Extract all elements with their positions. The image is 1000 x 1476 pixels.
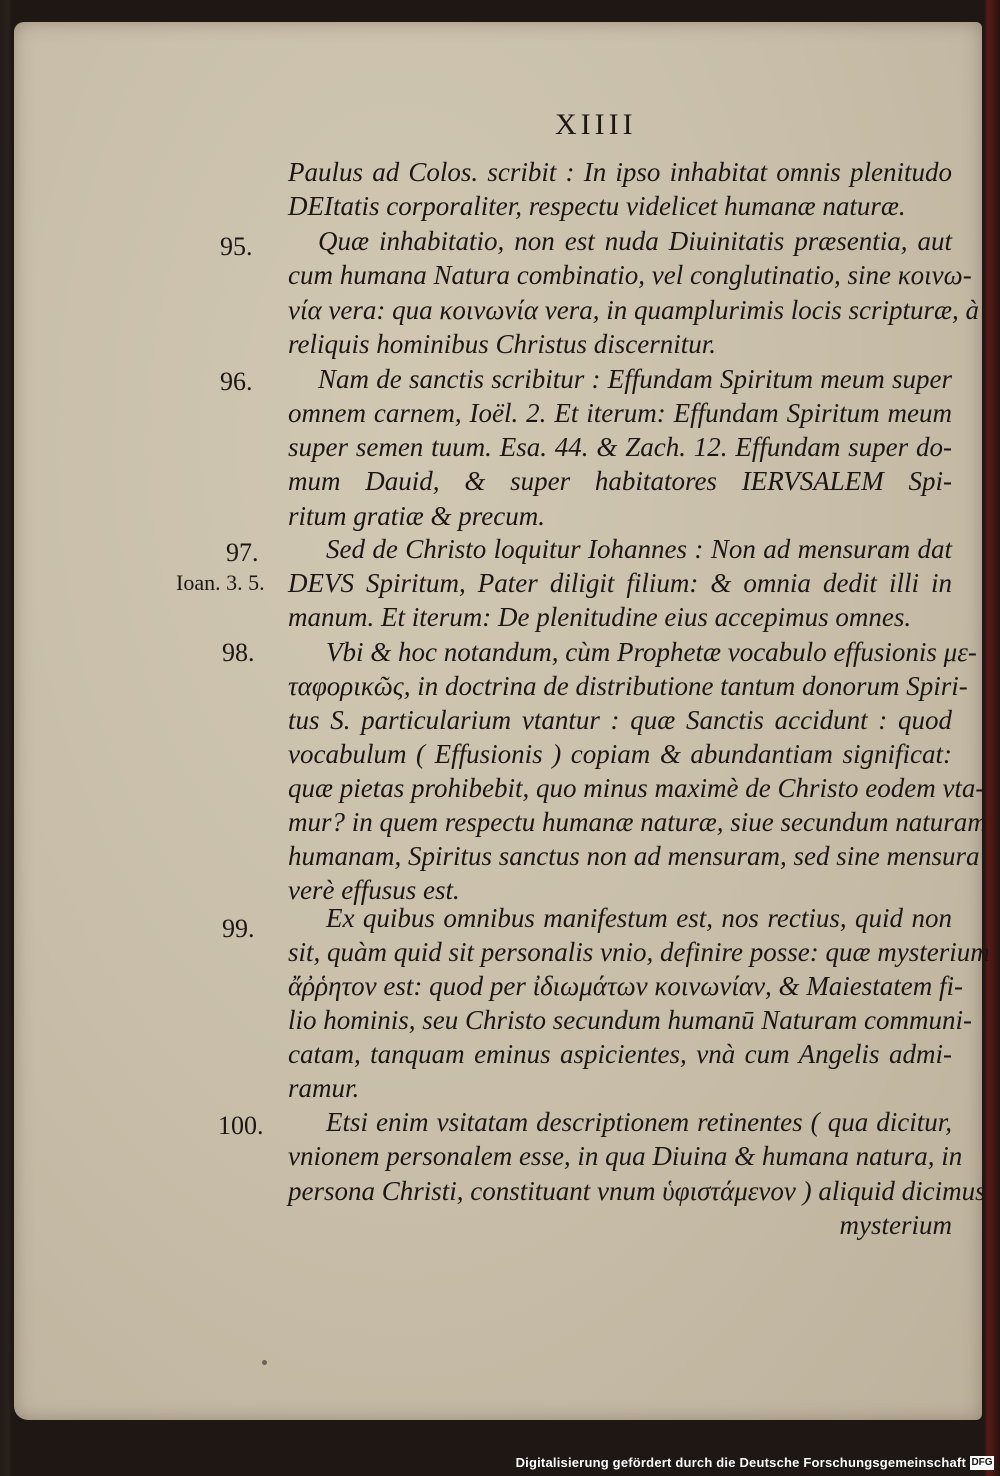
- ink-speck: [262, 1360, 267, 1365]
- paragraph-number: 98.: [222, 638, 255, 667]
- text-line: Etsi enim vsitatam descriptionem retinentes ( qua dicitur,: [326, 1107, 952, 1137]
- text-line: νία vera: qua κοινωνία vera, in quamplurimis locis scripturæ, à: [288, 295, 980, 325]
- text-line: catam, tanquam eminus aspicientes, vnà cum Angelis admi-: [288, 1039, 952, 1069]
- text-line: humanam, Spiritus sanctus non ad mensuram, sed sine mensura: [288, 841, 980, 871]
- text-line: ἄῤῥητον est: quod per ἰδιωμάτων κοινωνίαν, & Maiestatem fi-: [288, 971, 964, 1001]
- margin-note: Ioan. 3. 5.: [176, 570, 265, 595]
- text-line: vocabulum ( Effusionis ) copiam & abundantiam significat:: [288, 739, 952, 769]
- text-line: tus S. particularium vtantur : quæ Sanctis accidunt : quod: [288, 705, 952, 735]
- text-line: vnionem personalem esse, in qua Diuina & humana natura, in: [288, 1141, 963, 1171]
- text-line: manum. Et iterum: De plenitudine eius accepimus omnes.: [288, 602, 912, 632]
- text-line: ritum gratiæ & precum.: [288, 501, 546, 531]
- text-line: cum humana Natura combinatio, vel conglutinatio, sine κοινω-: [288, 260, 972, 290]
- text-line: Ex quibus omnibus manifestum est, nos rectius, quid non: [326, 903, 952, 933]
- text-line: Paulus ad Colos. scribit : In ipso inhabitat omnis plenitudo: [288, 157, 952, 187]
- dfg-logo: DFG: [971, 1457, 993, 1468]
- text-line: quæ pietas prohibebit, quo minus maximè de Christo eodem vta-: [288, 773, 985, 803]
- text-line: ταφορικῶς, in doctrina de distributione tantum donorum Spiri-: [288, 671, 968, 701]
- text-line: Vbi & hoc notandum, cùm Prophetæ vocabulo effusionis με-: [326, 637, 977, 667]
- text-line: Quæ inhabitatio, non est nuda Diuinitatis præsentia, aut: [318, 226, 952, 256]
- digitization-credit: Digitalisierung gefördert durch die Deutsche Forschungsgemeinschaft: [515, 1455, 966, 1470]
- text-line: mum Dauid, & super habitatores IERVSALEM Spi-: [288, 466, 952, 496]
- paragraph-number: 96.: [220, 367, 253, 396]
- text-line: DEItatis corporaliter, respectu videlicet humanæ naturæ.: [288, 191, 906, 221]
- text-line: super semen tuum. Esa. 44. & Zach. 12. Effundam super do-: [288, 432, 952, 462]
- paragraph-number: 100.: [218, 1111, 264, 1140]
- text-line: sit, quàm quid sit personalis vnio, definire posse: quæ mysterium: [288, 937, 990, 967]
- paragraph-number: 95.: [220, 232, 253, 261]
- text-line: verè effusus est.: [288, 875, 460, 905]
- folio-number: XIIII: [555, 108, 637, 141]
- paragraph-number: 99.: [222, 914, 255, 943]
- text-line: ramur.: [288, 1073, 360, 1103]
- text-line: mur? in quem respectu humanæ naturæ, siue secundum naturam: [288, 807, 987, 837]
- catchword: mysterium: [839, 1210, 952, 1240]
- paragraph-number: 97.: [226, 538, 259, 567]
- text-line: Sed de Christo loquitur Iohannes : Non ad mensuram dat: [326, 534, 952, 564]
- text-line: lio hominis, seu Christo secundum humanū Naturam communi-: [288, 1005, 972, 1035]
- text-line: Nam de sanctis scribitur : Effundam Spiritum meum super: [318, 364, 952, 394]
- text-line: DEVS Spiritum, Pater diligit filium: & omnia dedit illi in: [288, 568, 952, 598]
- text-line: persona Christi, constituant vnum ὑφιστάμενον ) aliquid dicimus: [288, 1176, 986, 1206]
- text-line: omnem carnem, Ioël. 2. Et iterum: Effundam Spiritum meum: [288, 398, 952, 428]
- text-line: reliquis hominibus Christus discernitur.: [288, 329, 717, 359]
